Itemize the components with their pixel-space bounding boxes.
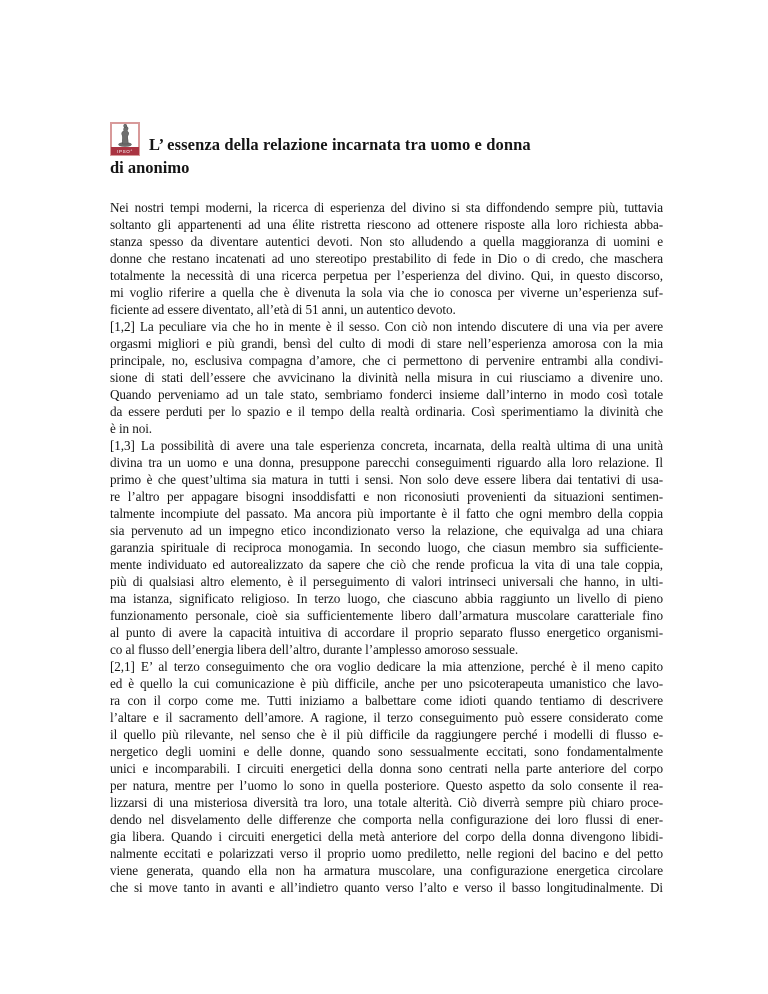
text-line: totalmente la necessità di una ricerca perpetua per l’esperienza del divino. Qui, in questo discorso, <box>110 268 663 283</box>
text-line: ficiente ad essere diventato, all’età di 51 anni, un autentico devoto. <box>110 302 456 317</box>
logo-label: IPSO° <box>117 148 133 154</box>
text-line: ed è quello la cui comunicazione è più difficile, anche per uno psicoterapeuta umanistico che lavo- <box>110 676 663 691</box>
text-line: più di qualsiasi altro elemento, è il perseguimento di valori intrinseci universali che hanno, in ulti- <box>110 574 663 589</box>
document-title: L’ essenza della relazione incarnata tra uomo e donna <box>149 135 531 154</box>
text-line: Nei nostri tempi moderni, la ricerca di esperienza del divino si sta diffondendo sempre più, tuttavia <box>110 200 663 215</box>
text-line: co al flusso dell’energia libera dell’altro, durante l’amplesso amoroso sessuale. <box>110 642 519 657</box>
text-line: [1,2] La peculiare via che ho in mente è il sesso. Con ciò non intendo discutere di una via per avere <box>110 319 663 334</box>
text-line: soltanto gli appartenenti ad una élite ristretta riescono ad ottenere risposte alla loro richiesta abba- <box>110 217 663 232</box>
text-line: principale, no, esclusiva compagna d’amore, che ci permettono di pervenire entrambi alla condivi- <box>110 353 663 368</box>
text-line: re l’altro per appagare bisogni insoddisfatti e non riconosiuti provenienti da situazioni sentimen- <box>110 489 663 504</box>
text-line: l’altare e il sacramento dell’amore. A ragione, il terzo conseguimento può essere considerato come <box>110 710 663 725</box>
publisher-logo-icon <box>110 122 140 156</box>
text-line: è in noi. <box>110 421 152 436</box>
text-line: il quello più rilevante, nel senso che è il più difficile da raggiungere perché i modelli di flusso e- <box>110 727 663 742</box>
document-content <box>110 122 663 896</box>
text-line: al punto di avere la capacità intuitiva di accordare il proprio separato flusso energetico organismi- <box>110 625 663 640</box>
text-line: dendo nel disvelamento delle differenze che comporta nella configurazione dei loro flussi di ener- <box>110 812 663 827</box>
text-line: gia libera. Quando i circuiti energetici della metà anteriore del corpo della donna divengono libidi- <box>110 829 663 844</box>
text-line: primo è che quest’ultima sia matura in tutti i sensi. Non solo deve essere libera dai tentativi di usa- <box>110 472 663 487</box>
text-line: lizzarsi di una misteriosa diversità tra loro, una totale alterità. Ciò diverrà sempre più chiaro proce- <box>110 795 663 810</box>
text-line: sione di stati dell’essere che avvicinano la divinità nella misura in cui riusciamo a divenire uno. <box>110 370 663 385</box>
text-line: [1,3] La possibilità di avere una tale esperienza concreta, incarnata, della realtà ultima di una unità <box>110 438 663 453</box>
text-line: divina tra un uomo e una donna, presuppone parecchi conseguimenti riguardo alla loro relazione. Il <box>110 455 663 470</box>
text-line: nergetico degli uomini e delle donne, quando sono sessualmente eccitati, sono fondamentalmente <box>110 744 663 759</box>
text-line: mente individuato ed autorealizzato da sapere che ciò che rende proficua la vita di una tale coppia, <box>110 557 663 572</box>
text-line: viene generata, quando ella non ha armatura muscolare, una configurazione energetica circolare <box>110 863 663 878</box>
text-line: per natura, mentre per l’uomo lo sono in quella posteriore. Questo aspetto da solo consente il rea- <box>110 778 663 793</box>
title-row <box>110 122 663 156</box>
text-line: garanzia spirituale di reciproca monogamia. In secondo luogo, che ciasun membro sia sufficiente- <box>110 540 663 555</box>
text-line: [2,1] E’ al terzo conseguimento che ora voglio dedicare la mia attenzione, perché è il meno capito <box>110 659 663 674</box>
text-line: mi voglio riferire a quella che è divenuta la sola via che io conosca per viverne un’esperienza suf- <box>110 285 663 300</box>
title-block <box>110 122 663 178</box>
text-line: unici e incomparabili. I circuiti energetici della donna sono centrati nella parte anteriore del corpo <box>110 761 663 776</box>
text-line: funzionamento personale, cioè sia sufficientemente libero dall’armatura muscolare caratteriale fino <box>110 608 663 623</box>
text-line: da essere perduti per lo spazio e il tempo della realtà ordinaria. Così sperimentiamo la divinità che <box>110 404 663 419</box>
text-line: nalmente eccitati e polarizzati verso il proprio uomo prediletto, nelle regioni del bacino e del petto <box>110 846 663 861</box>
text-line: stanza spesso da diventare autentici devoti. Non sto alludendo a quella maggioranza di uomini e <box>110 234 663 249</box>
text-line: Quando perveniamo ad un tale stato, sembriamo fonderci insieme dall’interno in modo così totale <box>110 387 663 402</box>
text-line: orgasmi migliori e più grandi, bensì del culto di modi di stare nell’esperienza amorosa con la mia <box>110 336 663 351</box>
text-line: donne che restano incatenati ad uno stereotipo prestabilito di fede in Dio o di credo, che maschera <box>110 251 663 266</box>
document-author: di anonimo <box>110 158 190 177</box>
text-line: ma istanza, significato religioso. In terzo luogo, che ciascuno abbia raggiunto un livello di pieno <box>110 591 663 606</box>
text-line: talmente incompiute del passato. Ma ancora più importante è il fatto che ogni membro della coppia <box>110 506 663 521</box>
text-line: ra con il corpo come me. Tutti iniziamo a balbettare come idioti quando tentiamo di descrivere <box>110 693 663 708</box>
text-line: sia pervenuto ad un impegno etico incondizionato verso la relazione, che equivalga ad una chiara <box>110 523 663 538</box>
document-body <box>110 199 663 896</box>
text-line: che si move tanto in avanti e all’indietro quanto verso l’alto e verso il basso longitudinalmente. Di <box>110 880 663 895</box>
